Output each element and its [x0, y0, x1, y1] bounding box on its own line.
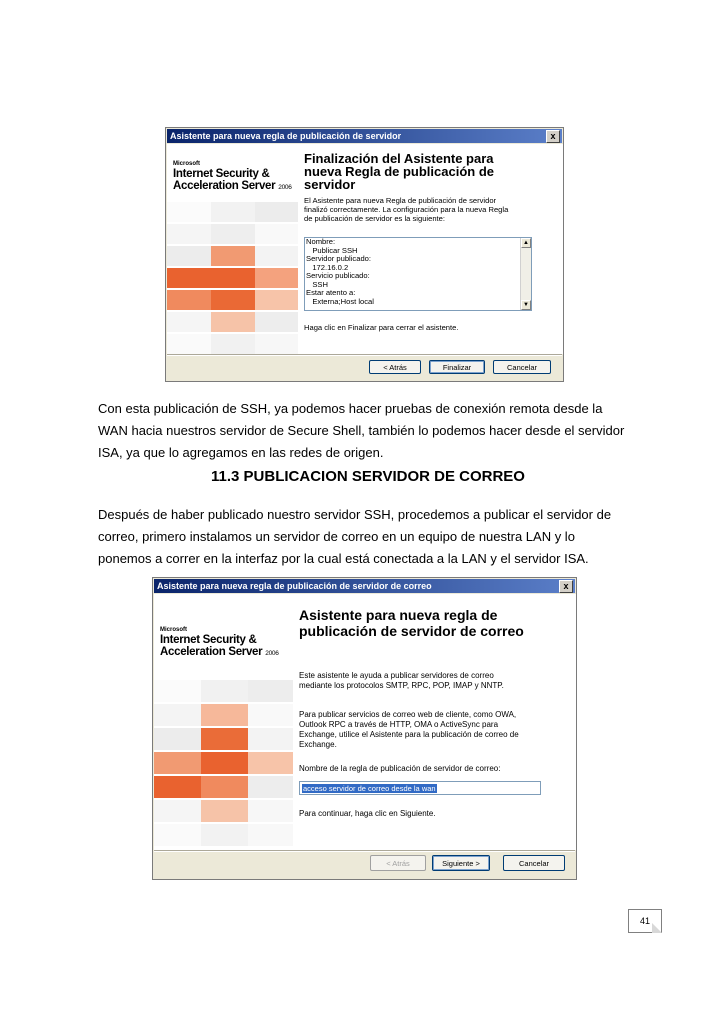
page-number: 41: [628, 909, 662, 933]
page-curl-icon: [652, 923, 662, 933]
rule-name-label: Nombre de la regla de publicación de servidor de correo:: [299, 764, 501, 773]
wizard-window-server-publishing: [165, 127, 564, 382]
rule-name-input[interactable]: [299, 781, 541, 795]
wizard-title: Asistente para nueva regla de publicación de servidor: [170, 131, 402, 141]
rule-name-value: acceso servidor de correo desde la wan: [303, 784, 436, 793]
wizard-heading: Asistente para nueva regla de publicación de servidor de correo: [299, 607, 524, 639]
wizard-heading: Finalización del Asistente para nueva Regla de publicación de servidor: [304, 151, 494, 192]
back-button[interactable]: < Atrás: [369, 360, 421, 374]
configuration-summary-list[interactable]: Nombre: Publicar SSH Servidor publicado: 172.16.0.2 Servicio publicado: SSH Estar atento a: Externa;Host local ▲ ▼: [304, 237, 532, 311]
wizard-side-banner: [167, 144, 298, 354]
close-icon[interactable]: x: [559, 580, 573, 593]
wizard-intro-text: El Asistente para nueva Regla de publicación de servidor finalizó correctamente. La configuración para la nueva Regla de publicación de servidor es la siguiente:: [304, 196, 509, 223]
finish-button[interactable]: Finalizar: [429, 360, 485, 374]
mail-server-paragraph: Después de haber publicado nuestro servidor SSH, procedemos a publicar el servidor de correo, primero instalamos un servidor de correo en un equipo de nuestra LAN y lo ponemos a correr en la interfaz por la cual está conectada a la LAN y el servidor ISA.: [98, 507, 612, 566]
wizard-title-bar: [167, 129, 562, 143]
wizard-side-banner: [154, 594, 293, 850]
summary-scrollbar[interactable]: [520, 238, 531, 310]
scroll-up-icon[interactable]: ▲: [521, 238, 531, 248]
wizard-title-bar: [154, 579, 575, 593]
cancel-button[interactable]: Cancelar: [503, 855, 565, 871]
wizard-owa-text: Para publicar servicios de correo web de cliente, como OWA, Outlook RPC a través de HTTP, OMA o ActiveSync para Exchange, utilice el Asistente para la publicación de correo de Exchange.: [299, 710, 519, 749]
close-icon[interactable]: x: [546, 130, 560, 143]
next-button[interactable]: Siguiente >: [432, 855, 490, 871]
scroll-down-icon[interactable]: ▼: [521, 300, 531, 310]
wizard-title: Asistente para nueva regla de publicación de servidor de correo: [157, 581, 432, 591]
ssh-publication-paragraph: Con esta publicación de SSH, ya podemos hacer pruebas de conexión remota desde la WAN hacia nuestros servidor de Secure Shell, también lo podemos hacer desde el servidor ISA, ya que lo agregamos en las redes de origen.: [98, 401, 625, 460]
cancel-button[interactable]: Cancelar: [493, 360, 551, 374]
isa-server-logo: Microsoft Internet Security & Acceleration Server 2006: [160, 627, 279, 658]
wizard-content-panel: [298, 144, 563, 354]
wizard-finish-note: Haga clic en Finalizar para cerrar el asistente.: [304, 323, 459, 332]
wizard-content-panel: [293, 594, 576, 850]
section-heading: 11.3 PUBLICACION SERVIDOR DE CORREO: [211, 468, 525, 485]
footer-divider: [154, 850, 575, 852]
wizard-intro-text: Este asistente le ayuda a publicar servidores de correo mediante los protocolos SMTP, RPC, POP, IMAP y NNTP.: [299, 671, 504, 690]
wizard-window-mail-server-publishing: [152, 577, 577, 880]
wizard-continue-note: Para continuar, haga clic en Siguiente.: [299, 809, 436, 818]
back-button[interactable]: < Atrás: [370, 855, 426, 871]
isa-server-logo: Microsoft Internet Security & Acceleration Server 2006: [173, 161, 292, 192]
footer-divider: [167, 354, 562, 356]
